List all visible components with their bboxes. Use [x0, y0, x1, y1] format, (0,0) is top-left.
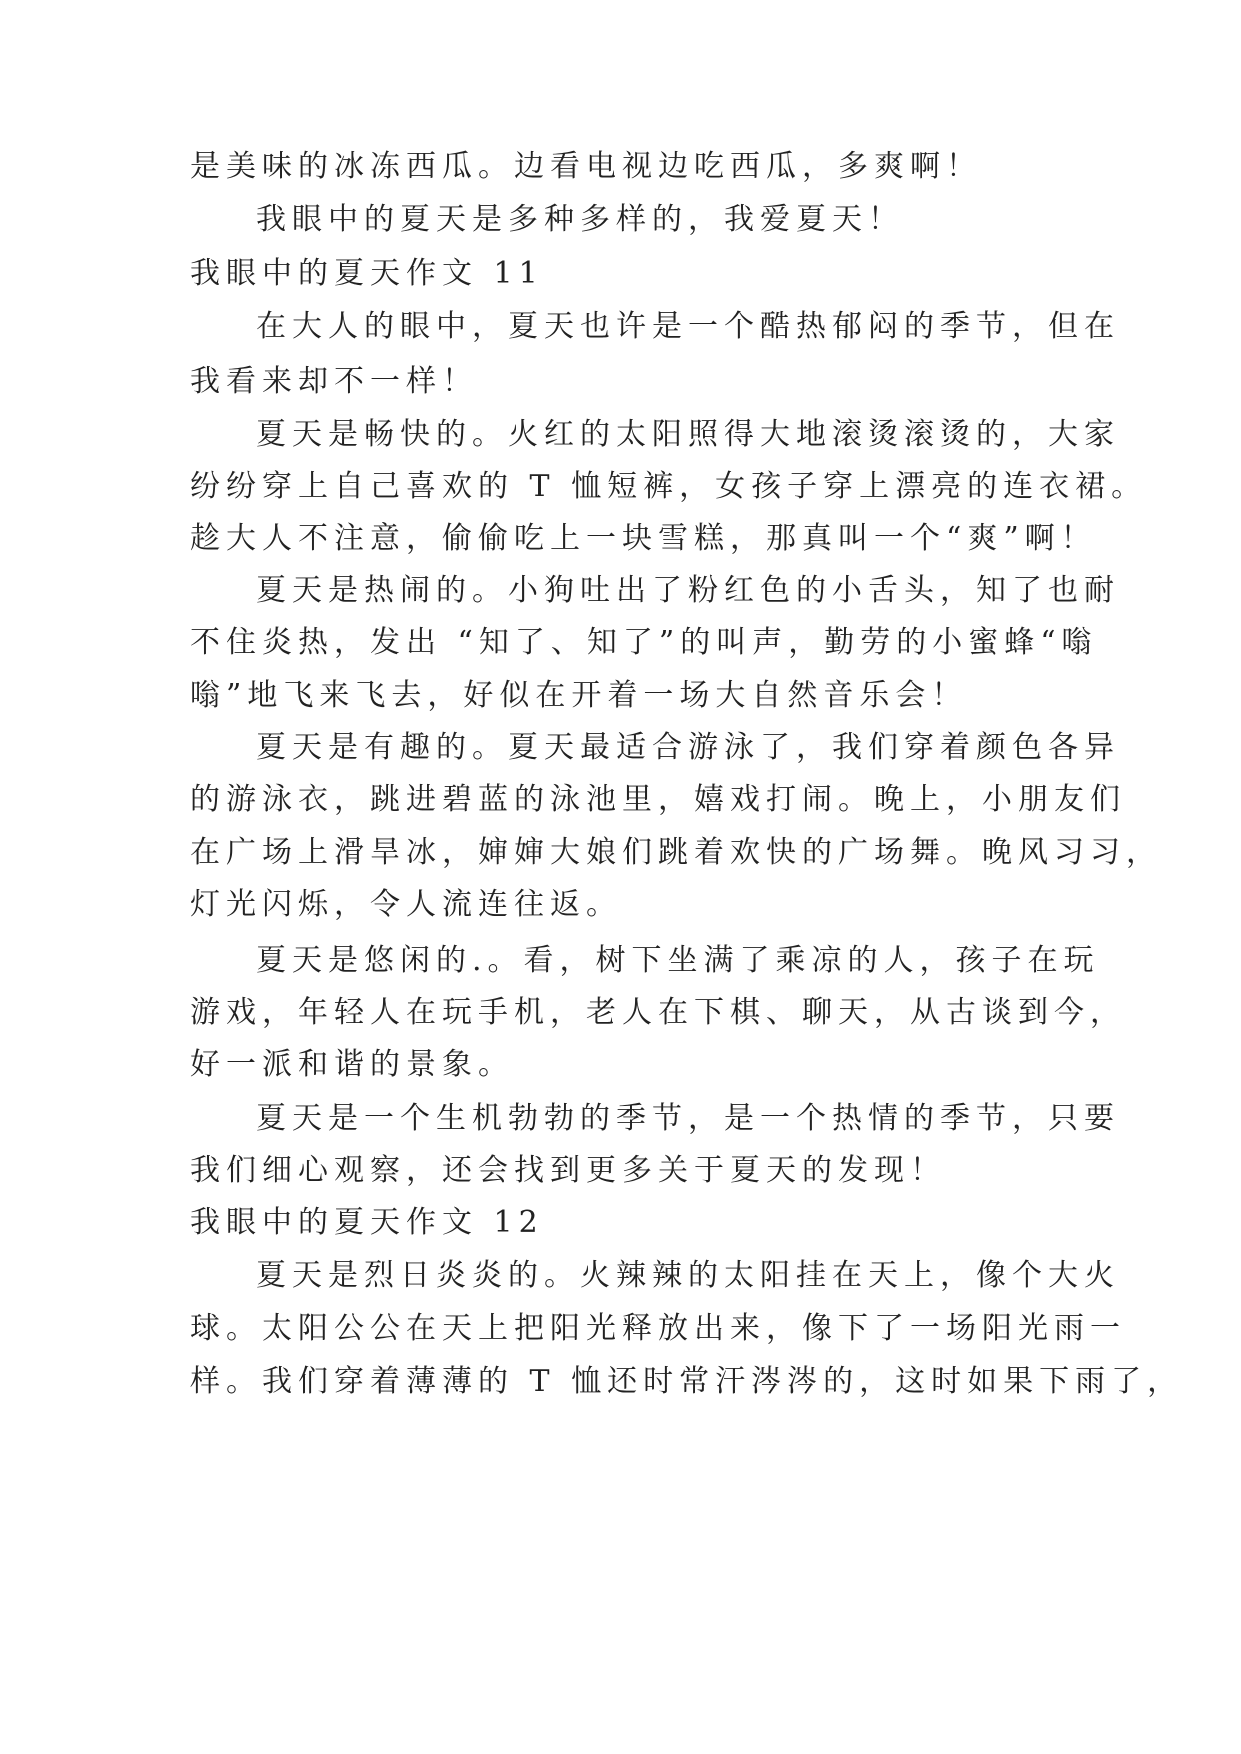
text-line: 纷纷穿上自己喜欢的 T 恤短裤，女孩子穿上漂亮的连衣裙。	[190, 469, 1148, 504]
text-line: 是美味的冰冻西瓜。边看电视边吃西瓜，多爽啊！	[190, 149, 982, 184]
text-line: 夏天是热闹的。小狗吐出了粉红色的小舌头，知了也耐	[256, 573, 1120, 608]
text-line: 我们细心观察，还会找到更多关于夏天的发现！	[190, 1153, 946, 1188]
text-line: 夏天是有趣的。夏天最适合游泳了，我们穿着颜色各异	[256, 730, 1120, 765]
section-heading: 我眼中的夏天作文 11	[190, 256, 544, 291]
text-line: 嗡”地飞来飞去，好似在开着一场大自然音乐会！	[190, 678, 968, 713]
text-line: 我眼中的夏天是多种多样的，我爱夏天！	[256, 202, 904, 237]
text-line: 夏天是悠闲的.。看，树下坐满了乘凉的人，孩子在玩	[256, 943, 1100, 978]
text-line: 好一派和谐的景象。	[190, 1047, 514, 1082]
text-line: 样。我们穿着薄薄的 T 恤还时常汗涔涔的，这时如果下雨了，	[190, 1364, 1184, 1399]
text-line: 的游泳衣，跳进碧蓝的泳池里，嬉戏打闹。晚上，小朋友们	[190, 782, 1126, 817]
text-line: 夏天是畅快的。火红的太阳照得大地滚烫滚烫的，大家	[256, 417, 1120, 452]
text-line: 游戏，年轻人在玩手机，老人在下棋、聊天，从古谈到今，	[190, 995, 1126, 1030]
text-line: 在广场上滑旱冰，婶婶大娘们跳着欢快的广场舞。晚风习习，	[190, 835, 1162, 870]
text-line: 在大人的眼中，夏天也许是一个酷热郁闷的季节，但在	[256, 309, 1120, 344]
text-line: 不住炎热，发出 “知了、知了”的叫声，勤劳的小蜜蜂“嗡	[190, 625, 1098, 660]
text-line: 灯光闪烁，令人流连往返。	[190, 887, 622, 922]
text-line: 我看来却不一样！	[190, 364, 478, 399]
text-line: 夏天是烈日炎炎的。火辣辣的太阳挂在天上，像个大火	[256, 1258, 1120, 1293]
text-line: 夏天是一个生机勃勃的季节，是一个热情的季节，只要	[256, 1101, 1120, 1136]
text-line: 趁大人不注意，偷偷吃上一块雪糕，那真叫一个“爽”啊！	[190, 521, 1097, 556]
section-heading: 我眼中的夏天作文 12	[190, 1205, 544, 1240]
text-line: 球。太阳公公在天上把阳光释放出来，像下了一场阳光雨一	[190, 1311, 1126, 1346]
